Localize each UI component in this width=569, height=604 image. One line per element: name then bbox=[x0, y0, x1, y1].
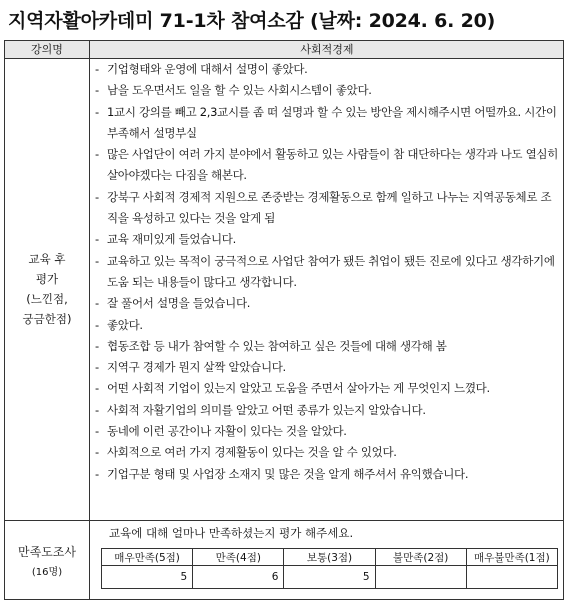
feedback-item: - 사회적 자활기업의 의미를 알았고 어떤 종류가 있는지 알았습니다. bbox=[93, 400, 559, 421]
feedback-item: - 기업형태와 운영에 대해서 설명이 좋았다. bbox=[93, 59, 559, 80]
rating-value: 5 bbox=[284, 566, 375, 589]
evaluation-label-line: (느낀점, bbox=[26, 292, 68, 306]
feedback-item: - 협동조합 등 내가 참여할 수 있는 참여하고 싶은 것들에 대해 생각해 봄 bbox=[93, 336, 559, 357]
rating-column-header: 보통(3점) bbox=[284, 549, 375, 566]
rating-column-header: 매우불만족(1점) bbox=[466, 549, 557, 566]
header-lecture-name: 사회적경제 bbox=[300, 43, 354, 56]
rating-column-header: 매우만족(5점) bbox=[102, 549, 193, 566]
column-divider bbox=[89, 41, 90, 599]
feedback-item: - 잘 풀어서 설명을 들었습니다. bbox=[93, 293, 559, 314]
rating-value: 6 bbox=[193, 566, 284, 589]
evaluation-label bbox=[5, 59, 89, 519]
rating-column-header: 불만족(2점) bbox=[375, 549, 466, 566]
rating-column-header: 만족(4점) bbox=[193, 549, 284, 566]
survey-question: 교육에 대해 얼마나 만족하셨는지 평가 해주세요. bbox=[109, 526, 354, 540]
header-lecture-label: 강의명 bbox=[31, 43, 63, 56]
feedback-item: - 많은 사업단이 여러 가지 분야에서 활동하고 있는 사람들이 참 대단하다는 생각과 나도 열심히 살아야겠다는 다짐을 해본다. bbox=[93, 144, 559, 187]
rating-value bbox=[466, 566, 557, 589]
feedback-item: - 교육 재미있게 들었습니다. bbox=[93, 229, 559, 250]
feedback-item: - 남을 도우면서도 일을 할 수 있는 사회시스템이 좋았다. bbox=[93, 80, 559, 101]
evaluation-label-line: 평가 bbox=[35, 272, 59, 286]
rating-value: 5 bbox=[102, 566, 193, 589]
feedback-item: - 1교시 강의를 빼고 2,3교시를 좀 떠 설명과 할 수 있는 방안을 제시해주시면 어떨까요. 시간이 부족해서 설명부실 bbox=[93, 102, 559, 145]
satisfaction-title: 만족도조사 bbox=[18, 545, 76, 559]
rating-header-row bbox=[102, 549, 558, 566]
survey-table bbox=[4, 40, 564, 600]
feedback-item: - 어떤 사회적 기업이 있는지 알았고 도움을 주면서 살아가는 게 무엇인지 느꼈다. bbox=[93, 378, 559, 399]
feedback-item: - 동네에 이런 공간이나 자활이 있다는 것을 알았다. bbox=[93, 421, 559, 442]
feedback-item: - 강북구 사회적 경제적 지원으로 존중받는 경제활동으로 함께 일하고 나누는 지역공동체로 조직을 육성하고 있다는 것을 알게 됨 bbox=[93, 187, 559, 230]
rating-value bbox=[375, 566, 466, 589]
evaluation-label-line: 궁금한점) bbox=[22, 312, 72, 326]
feedback-item: - 좋았다. bbox=[93, 315, 559, 336]
evaluation-label-line: 교육 후 bbox=[28, 252, 66, 266]
satisfaction-label bbox=[5, 521, 89, 601]
feedback-item: - 사회적으로 여러 가지 경제활동이 있다는 것을 알 수 있었다. bbox=[93, 442, 559, 463]
rating-table bbox=[101, 548, 558, 589]
respondent-count: (16명) bbox=[31, 567, 63, 578]
page-title: 지역자활아카데미 71-1차 참여소감 (날짜: 2024. 6. 20) bbox=[8, 10, 496, 32]
feedback-item: - 지역구 경제가 뭔지 살짝 알았습니다. bbox=[93, 357, 559, 378]
feedback-item: - 기업구분 형태 및 사업장 소재지 및 많은 것을 알게 해주셔서 유익했습니다. bbox=[93, 464, 559, 485]
feedback-item: - 교육하고 있는 목적이 궁극적으로 사업단 참여가 됐든 취업이 됐든 진로에 있다고 생각하기에 도움 되는 내용들이 많다고 생각합니다. bbox=[93, 251, 559, 294]
feedback-list bbox=[93, 59, 559, 485]
rating-value-row bbox=[102, 566, 558, 589]
